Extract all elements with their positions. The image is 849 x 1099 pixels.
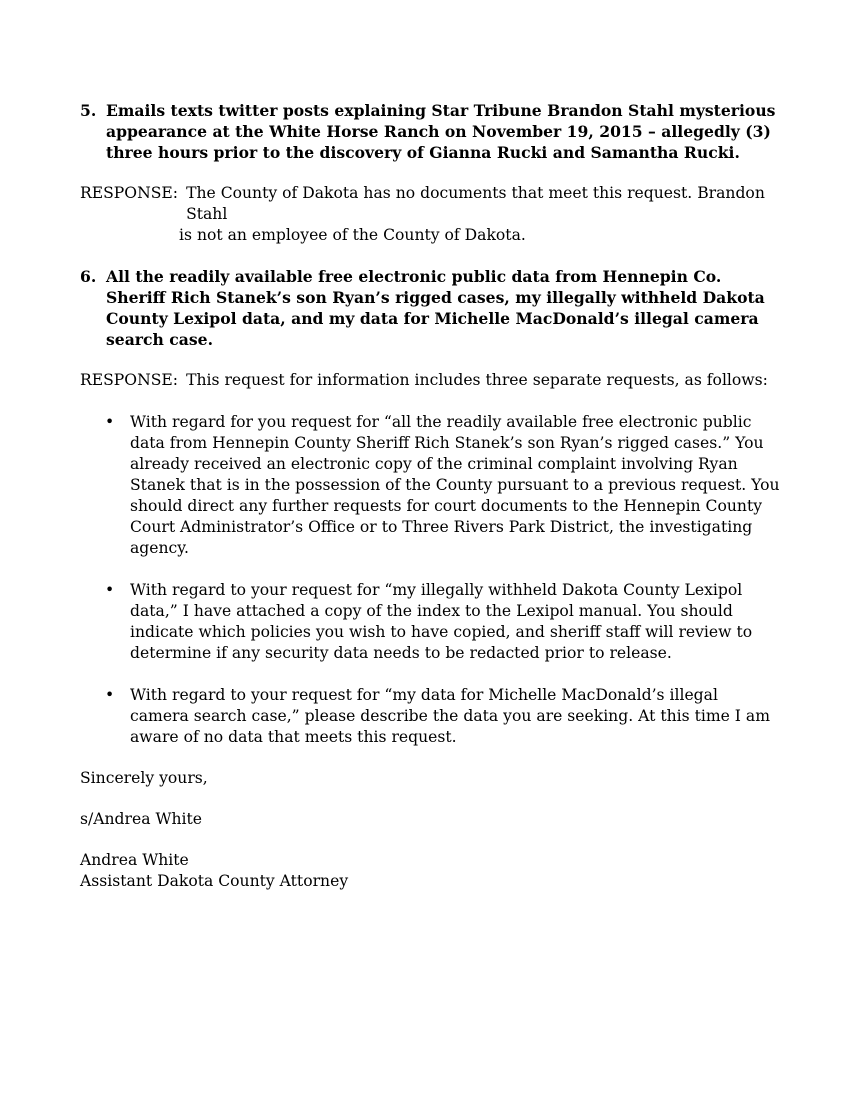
response-bullet-list (80, 412, 780, 748)
bullet-text: With regard to your request for “my illegally withheld Dakota County Lexipol data,” I have attached a copy of the index to the Lexipol manual. You should indicate which policies you wish to have copied, and sheriff staff will review to determine if any security data needs to be redacted prior to release. (130, 581, 753, 662)
request-number: 5. (80, 101, 97, 120)
response-text: This request for information includes three separate requests, as follows: (186, 371, 768, 389)
bullet-icon: • (105, 581, 115, 599)
bullet-icon: • (105, 413, 115, 431)
signer-title: Assistant Dakota County Attorney (80, 872, 349, 890)
response-5 (80, 183, 780, 246)
response-label: RESPONSE: (80, 184, 179, 202)
request-number: 6. (80, 267, 97, 286)
letter-body (80, 100, 780, 892)
response-label: RESPONSE: (80, 371, 179, 389)
request-text: Emails texts twitter posts explaining Star Tribune Brandon Stahl mysterious appearance at the White Horse Ranch on November 19, 2015 – allegedly (3) three hours prior to the discovery of Gianna Rucki and Samantha Rucki. (106, 101, 776, 162)
request-text: All the readily available free electronic public data from Hennepin Co. Sheriff Rich Stanek’s son Ryan’s rigged cases, my illegally withheld Dakota County Lexipol data, and my data for Michelle MacDonald’s illegal camera search case. (106, 267, 765, 349)
signer-name: Andrea White (80, 851, 189, 869)
request-item-6 (80, 266, 780, 350)
bullet-text: With regard to your request for “my data for Michelle MacDonald’s illegal camera search case,” please describe the data you are seeking. At this time I am aware of no data that meets this request. (130, 686, 771, 746)
signature: s/Andrea White (80, 810, 203, 828)
response-text-line2: is not an employee of the County of Dakota. (179, 226, 526, 244)
response-6 (80, 370, 780, 391)
response-text-line1: The County of Dakota has no documents that meet this request. Brandon Stahl (186, 184, 765, 223)
bullet-text: With regard for you request for “all the readily available free electronic public data from Hennepin County Sheriff Rich Stanek’s son Ryan’s rigged cases.” You already received an electronic copy of the criminal complaint involving Ryan Stanek that is in the possession of the County pursuant to a previous request. You should direct any further requests for court documents to the Hennepin County Court Administrator’s Office or to Three Rivers Park District, the investigating agency. (130, 413, 780, 557)
list-item (80, 580, 780, 664)
list-item (80, 685, 780, 748)
request-item-5 (80, 100, 780, 163)
bullet-icon: • (105, 686, 115, 704)
closing: Sincerely yours, (80, 769, 208, 787)
list-item (80, 412, 780, 559)
